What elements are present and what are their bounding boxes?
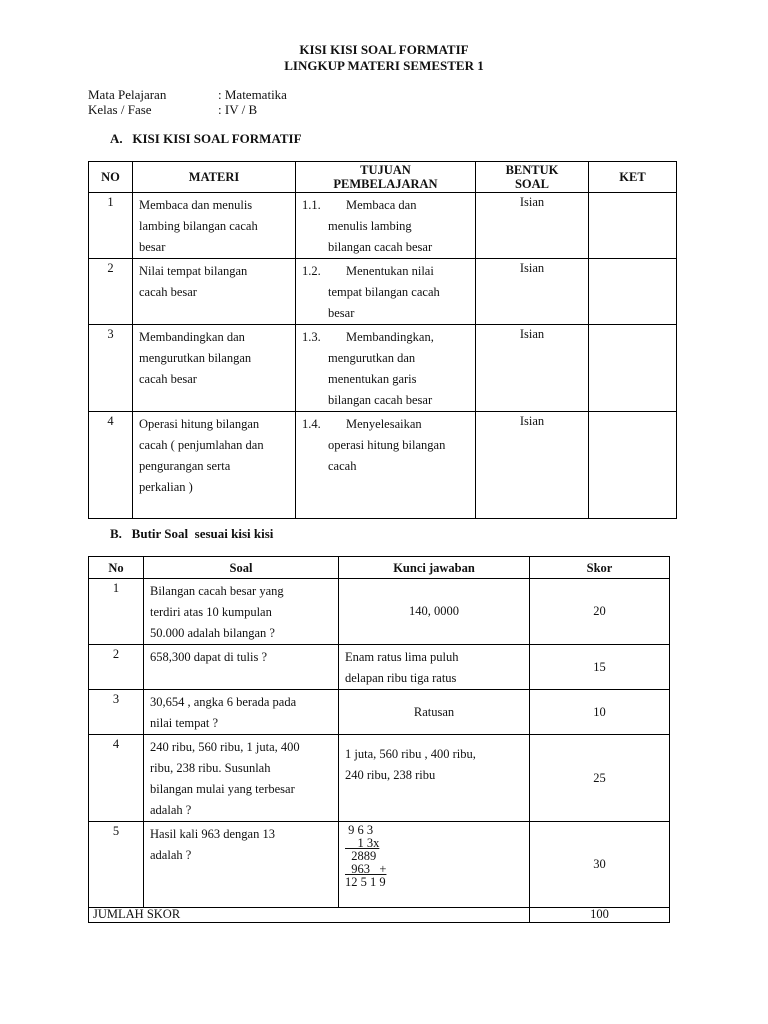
row-soal bbox=[144, 645, 339, 690]
row-tujuan bbox=[296, 325, 476, 412]
row-materi bbox=[133, 412, 296, 519]
materi-line: lambing bilangan cacah bbox=[139, 219, 258, 233]
row-kunci bbox=[339, 735, 530, 822]
table-row bbox=[89, 645, 670, 690]
row-materi bbox=[133, 259, 296, 325]
tujuan-line: bilangan cacah besar bbox=[328, 393, 433, 407]
row-ket bbox=[589, 259, 677, 325]
header-ket: KET bbox=[589, 162, 677, 193]
row-ket bbox=[589, 193, 677, 259]
soal-line: 658,300 dapat di tulis ? bbox=[150, 650, 267, 664]
row-soal bbox=[144, 735, 339, 822]
materi-line: cacah besar bbox=[139, 285, 197, 299]
materi-line: Operasi hitung bilangan bbox=[139, 417, 260, 431]
header-kunci: Kunci jawaban bbox=[339, 557, 530, 579]
row-no: 2 bbox=[89, 645, 144, 690]
meta-value-class: : IV / B bbox=[218, 102, 258, 117]
section-a-heading: A. KISI KISI SOAL FORMATIF bbox=[110, 131, 302, 146]
header-bentuk-line2: SOAL bbox=[514, 177, 550, 191]
materi-line: pengurangan serta bbox=[139, 459, 231, 473]
calc-line: 9 6 3 bbox=[345, 823, 374, 837]
table-row bbox=[89, 412, 677, 519]
meta-label-subject: Mata Pelajaran bbox=[88, 87, 167, 102]
doc-title: KISI KISI SOAL FORMATIF bbox=[299, 42, 469, 57]
row-no: 1 bbox=[89, 579, 144, 645]
soal-line: adalah ? bbox=[150, 848, 192, 862]
tujuan-number: 1.4. bbox=[302, 417, 321, 431]
calc-line: 1 3x bbox=[345, 836, 380, 850]
kunci-line: 240 ribu, 238 ribu bbox=[345, 768, 436, 782]
row-tujuan bbox=[296, 193, 476, 259]
tujuan-line: Menentukan nilai bbox=[346, 264, 434, 278]
row-kunci: 140, 0000 bbox=[339, 579, 530, 645]
soal-line: bilangan mulai yang terbesar bbox=[150, 782, 295, 796]
row-materi bbox=[133, 325, 296, 412]
row-no: 3 bbox=[89, 325, 133, 412]
row-skor: 15 bbox=[530, 645, 670, 690]
row-materi bbox=[133, 193, 296, 259]
meta-label-class: Kelas / Fase bbox=[88, 102, 152, 117]
kisi-kisi-table bbox=[88, 161, 677, 519]
tujuan-line: cacah bbox=[328, 459, 357, 473]
row-tujuan bbox=[296, 259, 476, 325]
table-row bbox=[89, 325, 677, 412]
materi-line: cacah ( penjumlahan dan bbox=[139, 438, 264, 452]
header-skor: Skor bbox=[530, 557, 670, 579]
soal-line: 50.000 adalah bilangan ? bbox=[150, 626, 275, 640]
header-tujuan bbox=[296, 162, 476, 193]
table-header-row bbox=[89, 162, 677, 193]
calc-line: 2889 bbox=[345, 849, 377, 863]
total-row bbox=[89, 908, 670, 923]
table-row bbox=[89, 822, 670, 908]
row-soal bbox=[144, 690, 339, 735]
calc-line: 12 5 1 9 bbox=[345, 875, 386, 889]
materi-line: perkalian ) bbox=[139, 480, 193, 494]
row-no: 1 bbox=[89, 193, 133, 259]
row-no: 4 bbox=[89, 735, 144, 822]
row-no: 5 bbox=[89, 822, 144, 908]
header-tujuan-line2: PEMBELAJARAN bbox=[333, 177, 438, 191]
materi-line: Membandingkan dan bbox=[139, 330, 245, 344]
row-skor: 20 bbox=[530, 579, 670, 645]
kunci-line: delapan ribu tiga ratus bbox=[345, 671, 457, 685]
butir-soal-table bbox=[88, 556, 670, 923]
soal-line: terdiri atas 10 kumpulan bbox=[150, 605, 272, 619]
section-b-heading: B. Butir Soal sesuai kisi kisi bbox=[110, 526, 274, 541]
row-kunci bbox=[339, 645, 530, 690]
materi-line: cacah besar bbox=[139, 372, 197, 386]
row-bentuk: Isian bbox=[476, 193, 589, 259]
row-no: 2 bbox=[89, 259, 133, 325]
tujuan-line: menentukan garis bbox=[328, 372, 417, 386]
tujuan-line: Membaca dan bbox=[346, 198, 417, 212]
header-bentuk bbox=[476, 162, 589, 193]
kunci-line: 1 juta, 560 ribu , 400 ribu, bbox=[345, 747, 476, 761]
row-kunci-calculation bbox=[339, 822, 530, 908]
materi-line: Membaca dan menulis bbox=[139, 198, 253, 212]
row-no: 4 bbox=[89, 412, 133, 519]
tujuan-line: menulis lambing bbox=[328, 219, 412, 233]
tujuan-line: tempat bilangan cacah bbox=[328, 285, 440, 299]
row-skor: 25 bbox=[530, 735, 670, 822]
row-bentuk: Isian bbox=[476, 259, 589, 325]
row-ket bbox=[589, 412, 677, 519]
soal-line: 240 ribu, 560 ribu, 1 juta, 400 bbox=[150, 740, 300, 754]
soal-line: Bilangan cacah besar yang bbox=[150, 584, 284, 598]
total-label: JUMLAH SKOR bbox=[89, 908, 530, 923]
row-skor: 30 bbox=[530, 822, 670, 908]
tujuan-line: mengurutkan dan bbox=[328, 351, 416, 365]
materi-line: besar bbox=[139, 240, 166, 254]
materi-line: mengurutkan bilangan bbox=[139, 351, 252, 365]
tujuan-line: operasi hitung bilangan bbox=[328, 438, 446, 452]
tujuan-number: 1.1. bbox=[302, 198, 321, 212]
tujuan-line: bilangan cacah besar bbox=[328, 240, 433, 254]
calc-line: 963 + bbox=[345, 862, 387, 876]
row-bentuk: Isian bbox=[476, 325, 589, 412]
row-kunci: Ratusan bbox=[339, 690, 530, 735]
tujuan-line: besar bbox=[328, 306, 355, 320]
soal-line: nilai tempat ? bbox=[150, 716, 219, 730]
kunci-line: Enam ratus lima puluh bbox=[345, 650, 459, 664]
row-soal bbox=[144, 822, 339, 908]
meta-value-subject: : Matematika bbox=[218, 87, 287, 102]
header-bentuk-line1: BENTUK bbox=[505, 163, 559, 177]
table-header-row bbox=[89, 557, 670, 579]
row-soal bbox=[144, 579, 339, 645]
header-materi: MATERI bbox=[133, 162, 296, 193]
table-row bbox=[89, 193, 677, 259]
tujuan-line: Membandingkan, bbox=[346, 330, 434, 344]
header-soal: Soal bbox=[144, 557, 339, 579]
row-skor: 10 bbox=[530, 690, 670, 735]
table-row bbox=[89, 259, 677, 325]
header-tujuan-line1: TUJUAN bbox=[360, 163, 411, 177]
total-value: 100 bbox=[530, 908, 670, 923]
tujuan-line: Menyelesaikan bbox=[346, 417, 422, 431]
table-row bbox=[89, 579, 670, 645]
table-row bbox=[89, 735, 670, 822]
table-row bbox=[89, 690, 670, 735]
materi-line: Nilai tempat bilangan bbox=[139, 264, 248, 278]
soal-line: 30,654 , angka 6 berada pada bbox=[150, 695, 297, 709]
doc-subtitle: LINGKUP MATERI SEMESTER 1 bbox=[284, 58, 484, 73]
header-no: No bbox=[89, 557, 144, 579]
soal-line: ribu, 238 ribu. Susunlah bbox=[150, 761, 271, 775]
row-bentuk: Isian bbox=[476, 412, 589, 519]
row-ket bbox=[589, 325, 677, 412]
tujuan-number: 1.2. bbox=[302, 264, 321, 278]
soal-line: adalah ? bbox=[150, 803, 192, 817]
row-no: 3 bbox=[89, 690, 144, 735]
row-tujuan bbox=[296, 412, 476, 519]
tujuan-number: 1.3. bbox=[302, 330, 321, 344]
soal-line: Hasil kali 963 dengan 13 bbox=[150, 827, 275, 841]
header-no: NO bbox=[89, 162, 133, 193]
